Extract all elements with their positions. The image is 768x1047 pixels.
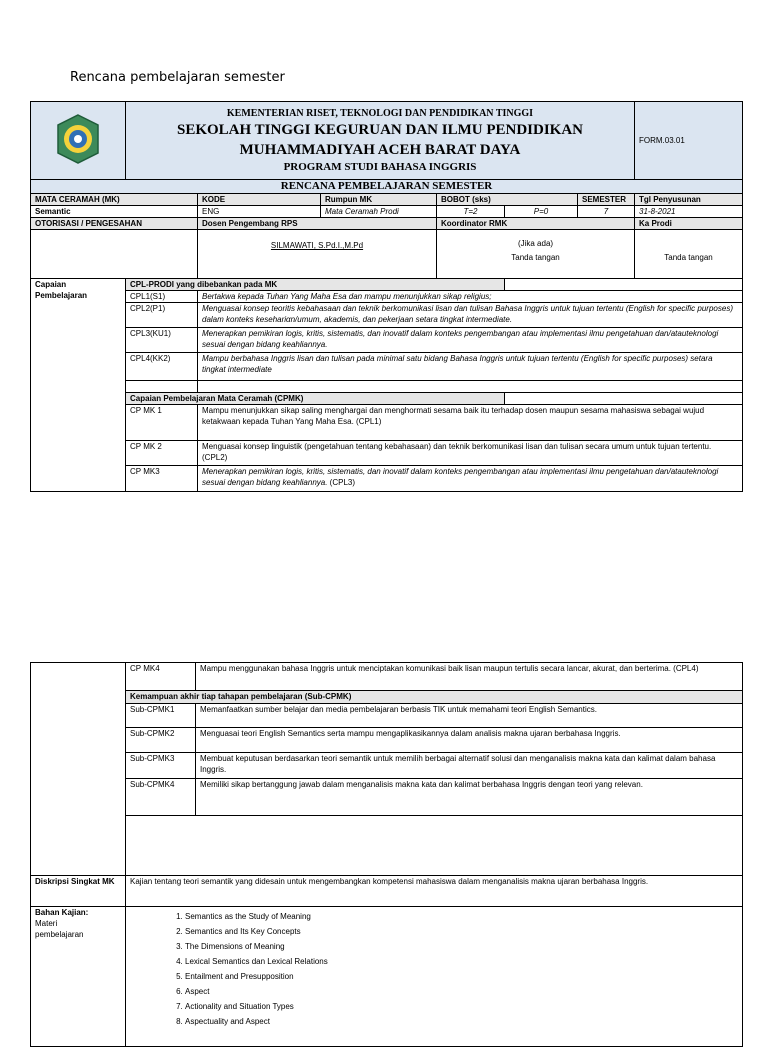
topic-item: 1. Semantics as the Study of Meaning bbox=[185, 909, 738, 924]
mk-header: MATA CERAMAH (MK) bbox=[31, 194, 198, 206]
cpl-code: CPL2(P1) bbox=[126, 303, 198, 328]
sub-cpmk-code: Sub-CPMK1 bbox=[126, 704, 196, 728]
tgl-header: Tgl Penyusunan bbox=[635, 194, 743, 206]
cpmk4-text: Mampu menggunakan bahasa Inggris untuk menciptakan komunikasi baik lisan maupun tertulis secara lancar, akurat, dan berterima. (CPL4) bbox=[196, 663, 743, 691]
cpl-text: Bertakwa kepada Tuhan Yang Maha Esa dan mampu menunjukkan sikap religius; bbox=[198, 291, 743, 303]
sub-cpmk-code: Sub-CPMK2 bbox=[126, 728, 196, 753]
cpmk-code: CP MK3 bbox=[126, 466, 198, 492]
koordinator-signature: Tanda tangan bbox=[511, 253, 560, 262]
rumpun-header: Rumpun MK bbox=[321, 194, 437, 206]
cpmk-code: CP MK 1 bbox=[126, 405, 198, 441]
koordinator-note: (Jika ada) bbox=[517, 239, 554, 248]
sub-cpmk-text: Memanfaatkan sumber belajar dan media pembelajaran berbasis TIK untuk memahami teori English Semantics. bbox=[196, 704, 743, 728]
cpl-header: CPL-PRODI yang dibebankan pada MK bbox=[126, 279, 505, 291]
dosen-label: Dosen Pengembang RPS bbox=[198, 218, 437, 230]
kaprodi-signature: Tanda tangan bbox=[664, 253, 713, 262]
topic-item: 2. Semantics and Its Key Concepts bbox=[185, 924, 738, 939]
bobot-t-value: T=2 bbox=[437, 206, 505, 218]
kode-header: KODE bbox=[198, 194, 321, 206]
rps-title: RENCANA PEMBELAJARAN SEMESTER bbox=[31, 180, 743, 194]
sub-cpmk-header: Kemampuan akhir tiap tahapan pembelajaran (Sub-CPMK) bbox=[126, 691, 743, 704]
sub-cpmk-code: Sub-CPMK4 bbox=[126, 779, 196, 816]
topic-item: 6. Aspect bbox=[185, 984, 738, 999]
bobot-p-value: P=0 bbox=[505, 206, 578, 218]
mk-value: Semantic bbox=[31, 206, 198, 218]
cpl-code: CPL3(KU1) bbox=[126, 328, 198, 353]
rps-table-page1 bbox=[30, 101, 743, 492]
sub-cpmk-text: Memiliki sikap bertanggung jawab dalam menganalisis makna kata dan kalimat berbahasa Inggris dengan teori yang relevan. bbox=[196, 779, 743, 816]
cpl-code: CPL1(S1) bbox=[126, 291, 198, 303]
ministry-name: KEMENTERIAN RISET, TEKNOLOGI DAN PENDIDIKAN TINGGI bbox=[226, 108, 534, 119]
bobot-header: BOBOT (sks) bbox=[437, 194, 578, 206]
college-name-line2: MUHAMMADIYAH ACEH BARAT DAYA bbox=[239, 142, 521, 158]
cpmk-code: CP MK 2 bbox=[126, 441, 198, 466]
cpmk-text: Menerapkan pemikiran logis, kritis, sistematis, dan inovatif dalam konteks pengembangan atau implementasi ilmu pengetahuan dan/atauteknologi sesuai dengan bidang keahliannya. (CPL3) bbox=[198, 466, 743, 492]
bahan-kajian-label: Bahan Kajian: Materi pembelajaran bbox=[31, 907, 126, 1047]
cpl-text: Mampu berbahasa Inggris lisan dan tulisan pada minimal satu bidang Bahasa Inggris untuk tujuan tertentu (English for specific purposes) setara tingkat intermediate bbox=[198, 353, 743, 381]
dosen-name: SILMAWATI, S.Pd.I.,M.Pd bbox=[270, 241, 364, 250]
koordinator-label: Koordinator RMK bbox=[437, 218, 635, 230]
sub-cpmk-text: Membuat keputusan berdasarkan teori semantik untuk memilih berbagai alternatif solusi dan menganalisis makna kata dan kalimat dalam bahasa Inggris. bbox=[196, 753, 743, 779]
cpmk-header: Capaian Pembelajaran Mata Ceramah (CPMK) bbox=[126, 393, 505, 405]
cpmk-text: Menguasai konsep linguistik (pengetahuan tentang kebahasaan) dan teknik berkomunikasi lisan dan tulisan secara umum untuk tujuan tertentu. (CPL2) bbox=[198, 441, 743, 466]
semester-header: SEMESTER bbox=[578, 194, 635, 206]
rumpun-value: Mata Ceramah Prodi bbox=[321, 206, 437, 218]
cpl-code: CPL4(KK2) bbox=[126, 353, 198, 381]
topic-item: 3. The Dimensions of Meaning bbox=[185, 939, 738, 954]
topic-item: 7. Actionality and Situation Types bbox=[185, 999, 738, 1014]
topic-list bbox=[130, 909, 738, 1029]
sub-cpmk-code: Sub-CPMK3 bbox=[126, 753, 196, 779]
cpl-text: Menerapkan pemikiran logis, kritis, sistematis, dan inovatif dalam konteks pengembangan atau implementasi ilmu pengetahuan dan/atauteknologi sesuai dengan bidang keahliannya. bbox=[198, 328, 743, 353]
cpmk-text: Mampu menunjukkan sikap saling menghargai dan menghormati sesama baik itu terhadap dosen maupun sesama mahasiswa sebagai wujud ketakwaan kepada Tuhan Yang Maha Esa. (CPL1) bbox=[198, 405, 743, 441]
form-code: FORM.03.01 bbox=[635, 102, 743, 180]
rps-table-page2 bbox=[30, 662, 743, 1047]
logo-cell bbox=[31, 102, 126, 180]
page-title: Rencana pembelajaran semester bbox=[70, 70, 285, 85]
topic-item: 5. Entailment and Presupposition bbox=[185, 969, 738, 984]
kaprodi-label: Ka Prodi bbox=[635, 218, 743, 230]
cpl-text: Menguasai konsep teoritis kebahasaan dan teknik berkomunikasi lisan dan tulisan Bahasa Inggris untuk tujuan tertentu (English for specific purposes) dalam konteks kesehariαn/umum, akademis, dan pekerjaan setara tingkat intermediate. bbox=[198, 303, 743, 328]
topic-item: 8. Aspectuality and Aspect bbox=[185, 1014, 738, 1029]
deskripsi-label: Diskripsi Singkat MK bbox=[31, 876, 126, 907]
kode-value: ENG bbox=[198, 206, 321, 218]
otorisasi-label: OTORISASI / PENGESAHAN bbox=[31, 218, 198, 230]
semester-value: 7 bbox=[578, 206, 635, 218]
topic-item: 4. Lexical Semantics dan Lexical Relations bbox=[185, 954, 738, 969]
tgl-value: 31-8-2021 bbox=[635, 206, 743, 218]
college-logo-icon bbox=[53, 113, 103, 165]
deskripsi-text: Kajian tentang teori semantik yang didesain untuk mengembangkan kompetensi mahasiswa dalam menganalisis makna ujaran berbahasa Inggris. bbox=[126, 876, 743, 907]
capaian-label: Capaian Pembelajaran bbox=[31, 279, 126, 492]
cpmk4-code: CP MK4 bbox=[126, 663, 196, 691]
sub-cpmk-text: Menguasai teori English Semantics serta mampu mengaplikasikannya dalam analisis makna ujaran berbahasa Inggris. bbox=[196, 728, 743, 753]
program-name: PROGRAM STUDI BAHASA INGGRIS bbox=[283, 161, 477, 173]
college-name-line1: SEKOLAH TINGGI KEGURUAN DAN ILMU PENDIDIKAN bbox=[176, 122, 584, 138]
